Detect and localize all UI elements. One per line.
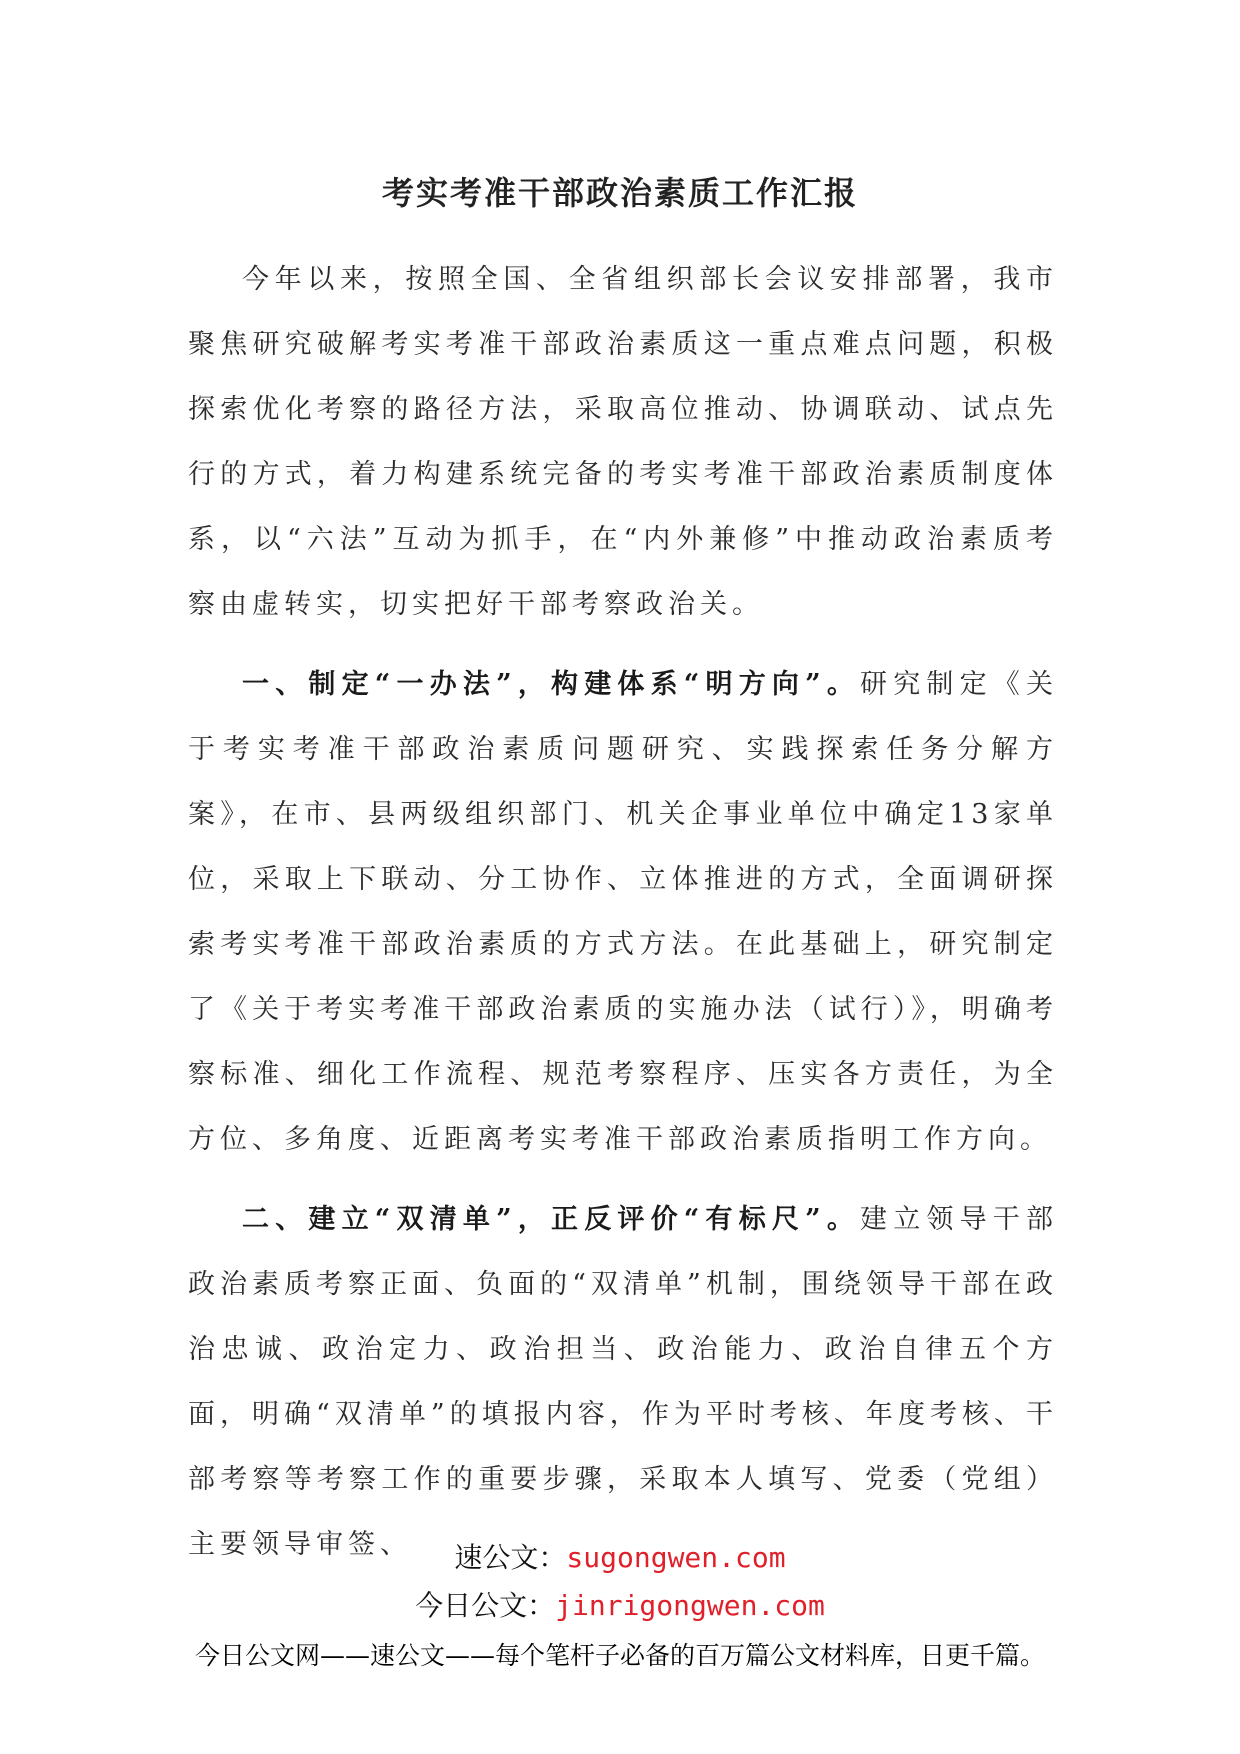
sugongwen-link[interactable]: sugongwen.com (566, 1541, 786, 1574)
paragraph-section-1 (188, 652, 1058, 1172)
footer-jinrigongwen (0, 1584, 1240, 1624)
footer-label: 速公文： (454, 1541, 567, 1574)
paragraph-intro (188, 247, 1058, 637)
document-title: 考实考准干部政治素质工作汇报 (381, 174, 858, 212)
footer-label: 今日公文： (415, 1589, 556, 1622)
paragraph-text: 今年以来，按照全国、全省组织部长会议安排部署，我市聚焦研究破解考实考准干部政治素质这一重点难点问题，积极探索优化考察的路径方法，采取高位推动、协调联动、试点先行的方式，着力构建系统完备的考实考准干部政治素质制度体系，以“六法”互动为抓手，在“内外兼修”中推动政治素质考察由虚转实，切实把好干部考察政治关。 (188, 264, 1058, 620)
paragraph-text: 建立领导干部政治素质考察正面、负面的“双清单”机制，围绕领导干部在政治忠诚、政治定力、政治担当、政治能力、政治自律五个方面，明确“双清单”的填报内容，作为平时考核、年度考核、干部考察等考察工作的重要步骤，采取本人填写、党委（党组）主要领导审签、 (188, 1204, 1059, 1560)
footer-sugongwen (0, 1536, 1240, 1576)
section-heading: 二、建立“双清单”，正反评价“有标尺”。 (242, 1204, 861, 1235)
section-heading: 一、制定“一办法”，构建体系“明方向”。 (242, 669, 861, 700)
jinrigongwen-link[interactable]: jinrigongwen.com (555, 1589, 825, 1622)
footer-slogan: 今日公文网——速公文——每个笔杆子必备的百万篇公文材料库，日更千篇。 (194, 1641, 1045, 1670)
paragraph-text: 研究制定《关于考实考准干部政治素质问题研究、实践探索任务分解方案》，在市、县两级组织部门、机关企事业单位中确定13家单位，采取上下联动、分工协作、立体推进的方式，全面调研探索考实考准干部政治素质的方式方法。在此基础上，研究制定了《关于考实考准干部政治素质的实施办法（试行）》，明确考察标准、细化工作流程、规范考察程序、压实各方责任，为全方位、多角度、近距离考实考准干部政治素质指明工作方向。 (188, 669, 1059, 1155)
